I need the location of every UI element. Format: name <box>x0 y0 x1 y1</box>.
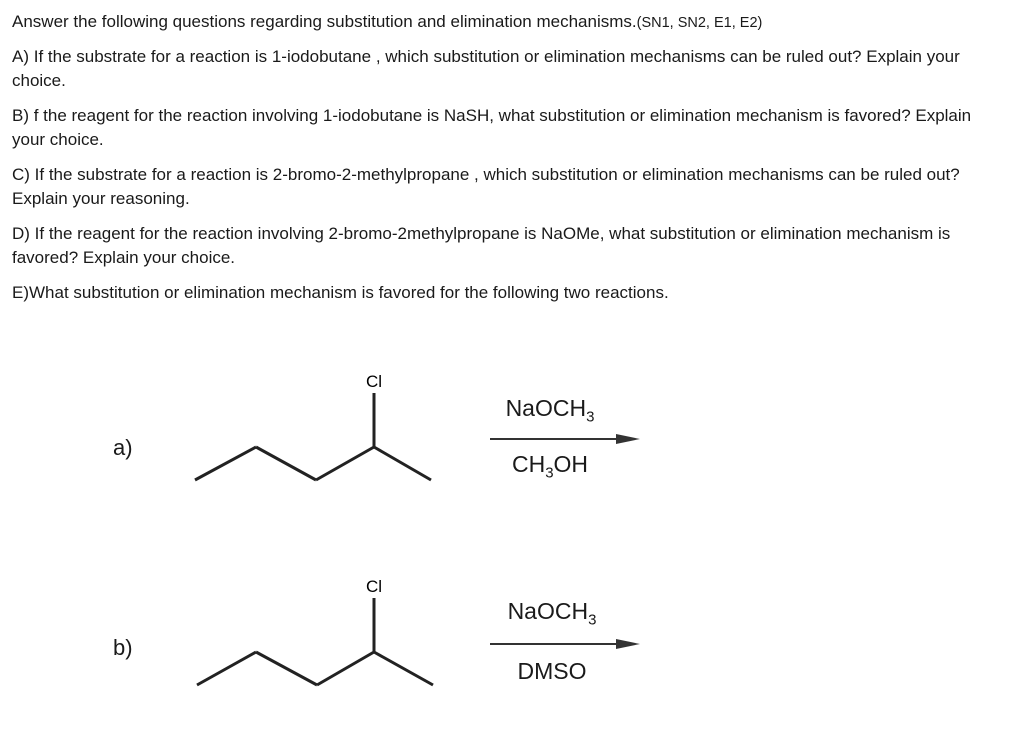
reaction-label: b) <box>113 635 133 660</box>
substrate-skeletal-structure <box>190 560 450 700</box>
question-c: C) If the substrate for a reaction is 2-bromo-2-methylpropane , which substitution or elimination mechanisms can be ruled out? Explain your reasoning. <box>12 165 960 208</box>
reaction-arrow <box>490 434 640 444</box>
bond-2 <box>256 447 316 480</box>
bond-3 <box>316 447 374 480</box>
chlorine-label: Cl <box>365 577 383 596</box>
substrate-skeletal-structure <box>190 355 450 495</box>
question-e: E)What substitution or elimination mechanism is favored for the following two reactions. <box>12 283 669 302</box>
question-block <box>12 10 1002 316</box>
question-a: A) If the substrate for a reaction is 1-iodobutane , which substitution or elimination mechanisms can be ruled out? Explain your choice. <box>12 47 960 90</box>
bond-4 <box>374 447 431 480</box>
reaction-label: a) <box>113 435 133 460</box>
reaction-b <box>0 560 1024 730</box>
solvent-below-arrow: DMSO <box>517 658 587 684</box>
chlorine-label: Cl <box>365 372 383 391</box>
bond-2 <box>256 652 317 685</box>
mechanism-list: (SN1, SN2, E1, E2) <box>636 15 763 31</box>
bond-1 <box>195 447 256 480</box>
bond-3 <box>317 652 374 685</box>
reaction-a <box>0 355 1024 525</box>
bond-4 <box>374 652 433 685</box>
reaction-arrow <box>490 639 640 649</box>
question-b: B) f the reagent for the reaction involving 1-iodobutane is NaSH, what substitution or elimination mechanism is favored? Explain your choice. <box>12 106 972 149</box>
bond-1 <box>197 652 256 685</box>
intro-line <box>12 10 1002 35</box>
intro-text: Answer the following questions regarding substitution and elimination mechanisms. <box>12 12 637 31</box>
question-d: D) If the reagent for the reaction involving 2-bromo-2methylpropane is NaOMe, what substitution or elimination mechanism is favored? Explain your choice. <box>12 224 951 267</box>
reagent-above-arrow: NaOCH$_3$ <box>507 598 597 629</box>
reagent-above-arrow: NaOCH$_3$ <box>505 395 595 426</box>
solvent-below-arrow: $CH_3OH$ <box>511 451 589 482</box>
